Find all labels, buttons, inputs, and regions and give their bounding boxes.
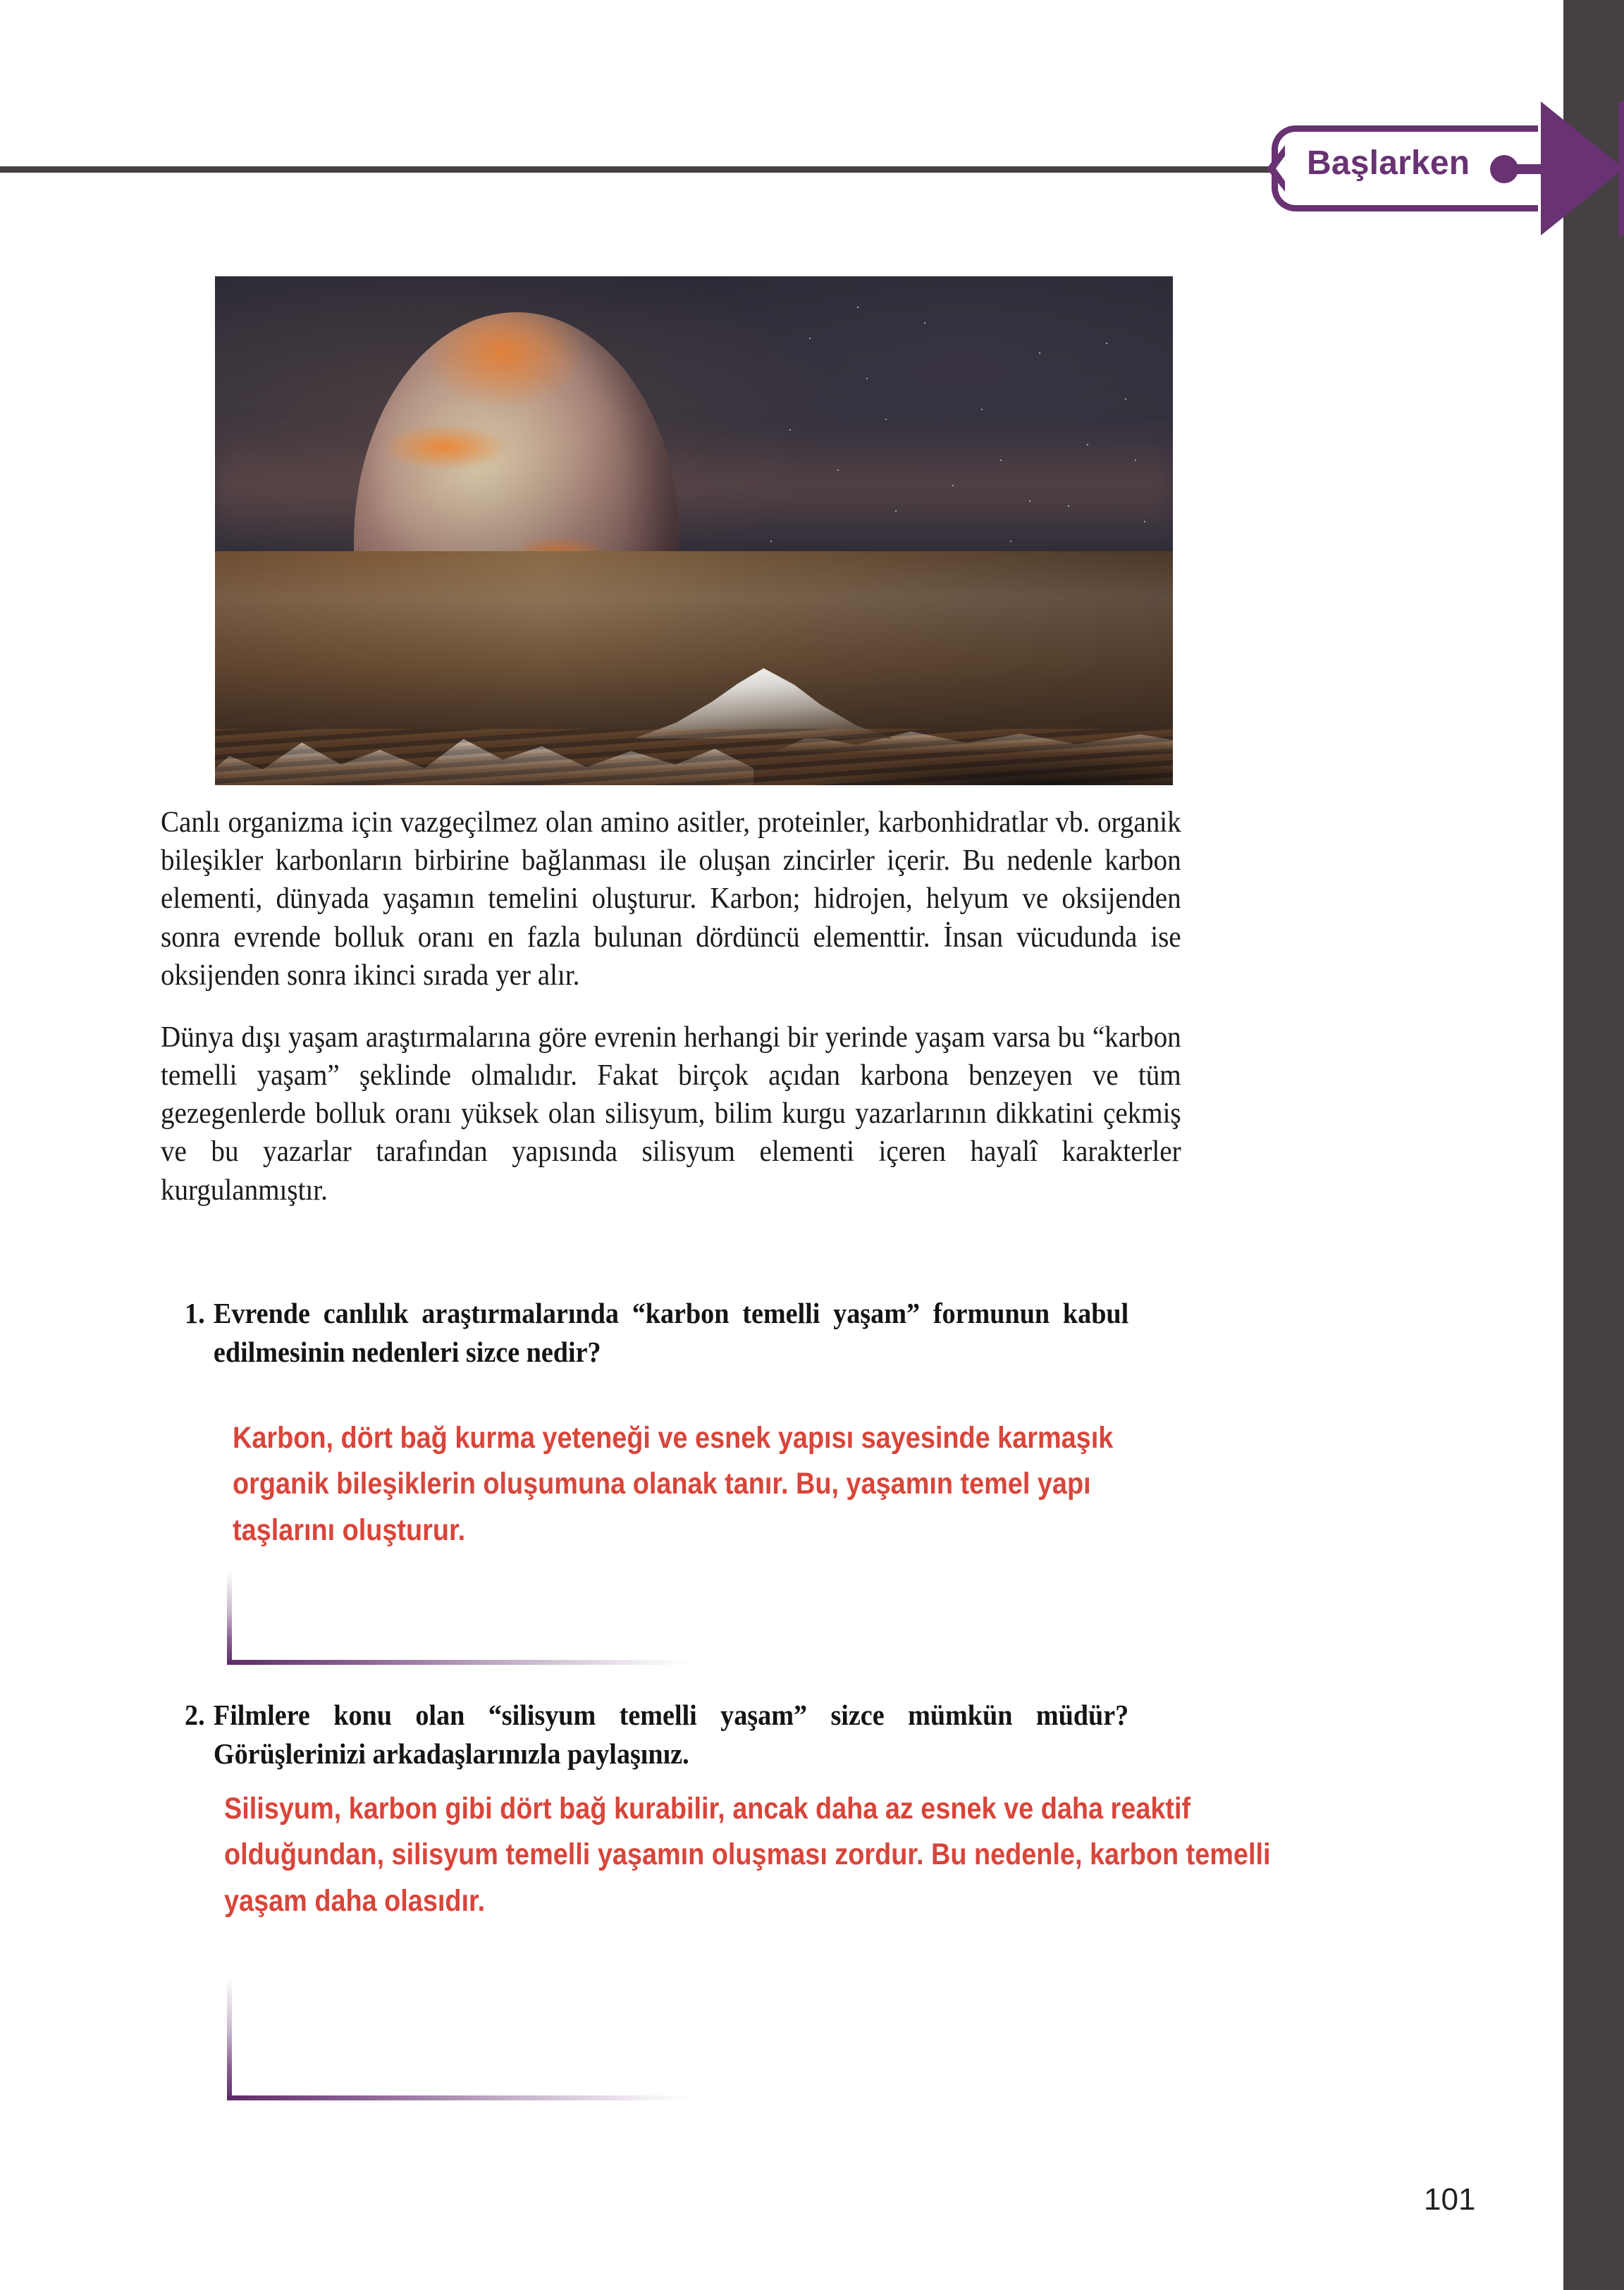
page-side-bar xyxy=(1563,0,1624,2290)
answer-area-bracket-1 xyxy=(227,1573,692,1665)
question-1 xyxy=(185,1294,1128,1371)
bracket-horizontal xyxy=(227,2095,692,2100)
question-1-text: Evrende canlılık araştırmalarında “karbon temelli yaşam” formunun kabul edilmesinin nedenleri sizce nedir? xyxy=(213,1297,1129,1368)
section-badge-label: Başlarken xyxy=(1307,144,1470,182)
question-2-text: Filmlere konu olan “silisyum temelli yaşam” sizce mümkün müdür? Görüşlerinizi arkadaşlarınızla paylaşınız. xyxy=(213,1699,1129,1770)
snow-peak xyxy=(634,668,893,739)
bracket-horizontal xyxy=(227,1660,692,1665)
section-badge xyxy=(1229,125,1624,211)
badge-notch-inner-icon xyxy=(1276,151,1288,186)
paragraph-1: Canlı organizma için vazgeçilmez olan amino asitler, proteinler, karbonhidratlar vb. organik bileşikler karbonların birbirine bağlanması ile oluşan zincirler içerir. Bu nedenle karbon elementi, dünyada yaşamın temelini oluşturur. Karbon; hidrojen, helyum ve oksijenden sonra evrende bolluk oranı en fazla bulunan dördüncü elementtir. İnsan vücudunda ise oksijenden sonra ikinci sırada yer alır. xyxy=(161,806,1181,992)
answer-1-text[interactable]: Karbon, dört bağ kurma yeteneği ve esnek yapısı sayesinde karmaşık organik bileşiklerin oluşumuna olanak tanır. Bu, yaşamın temel yapı taşlarını oluşturur. xyxy=(233,1421,1114,1547)
planet-landscape-illustration xyxy=(215,276,1173,785)
question-2-number: 2. xyxy=(185,1699,205,1731)
answer-area-bracket-2 xyxy=(227,1981,692,2100)
question-2 xyxy=(185,1696,1128,1773)
question-1-number: 1. xyxy=(185,1297,205,1329)
bracket-vertical xyxy=(227,1573,232,1665)
arrow-head-icon xyxy=(1541,101,1624,235)
page-number: 101 xyxy=(1424,2182,1476,2217)
bracket-vertical xyxy=(227,1981,232,2100)
body-text xyxy=(161,804,1181,1233)
foreground-shadow xyxy=(794,739,1173,785)
arrow-tail-icon xyxy=(1618,101,1624,235)
paragraph-2: Dünya dışı yaşam araştırmalarına göre evrenin herhangi bir yerinde yaşam varsa bu “karbon temelli yaşam” şeklinde olmalıdır. Fakat birçok açıdan karbona benzeyen ve tüm gezegenlerde bolluk oranı yüksek olan silisyum, bilim kurgu yazarlarının dikkatini çekmiş ve bu yazarlar tarafından yapısında silisyum elementi içeren hayalî karakterler kurgulanmıştır. xyxy=(161,1021,1181,1207)
terrain xyxy=(215,551,1173,785)
answer-2-text[interactable]: Silisyum, karbon gibi dört bağ kurabilir, ancak daha az esnek ve daha reaktif olduğundan, silisyum temelli yaşamın oluşması zordur. Bu nedenle, karbon temelli yaşam daha olasıdır. xyxy=(224,1792,1271,1918)
